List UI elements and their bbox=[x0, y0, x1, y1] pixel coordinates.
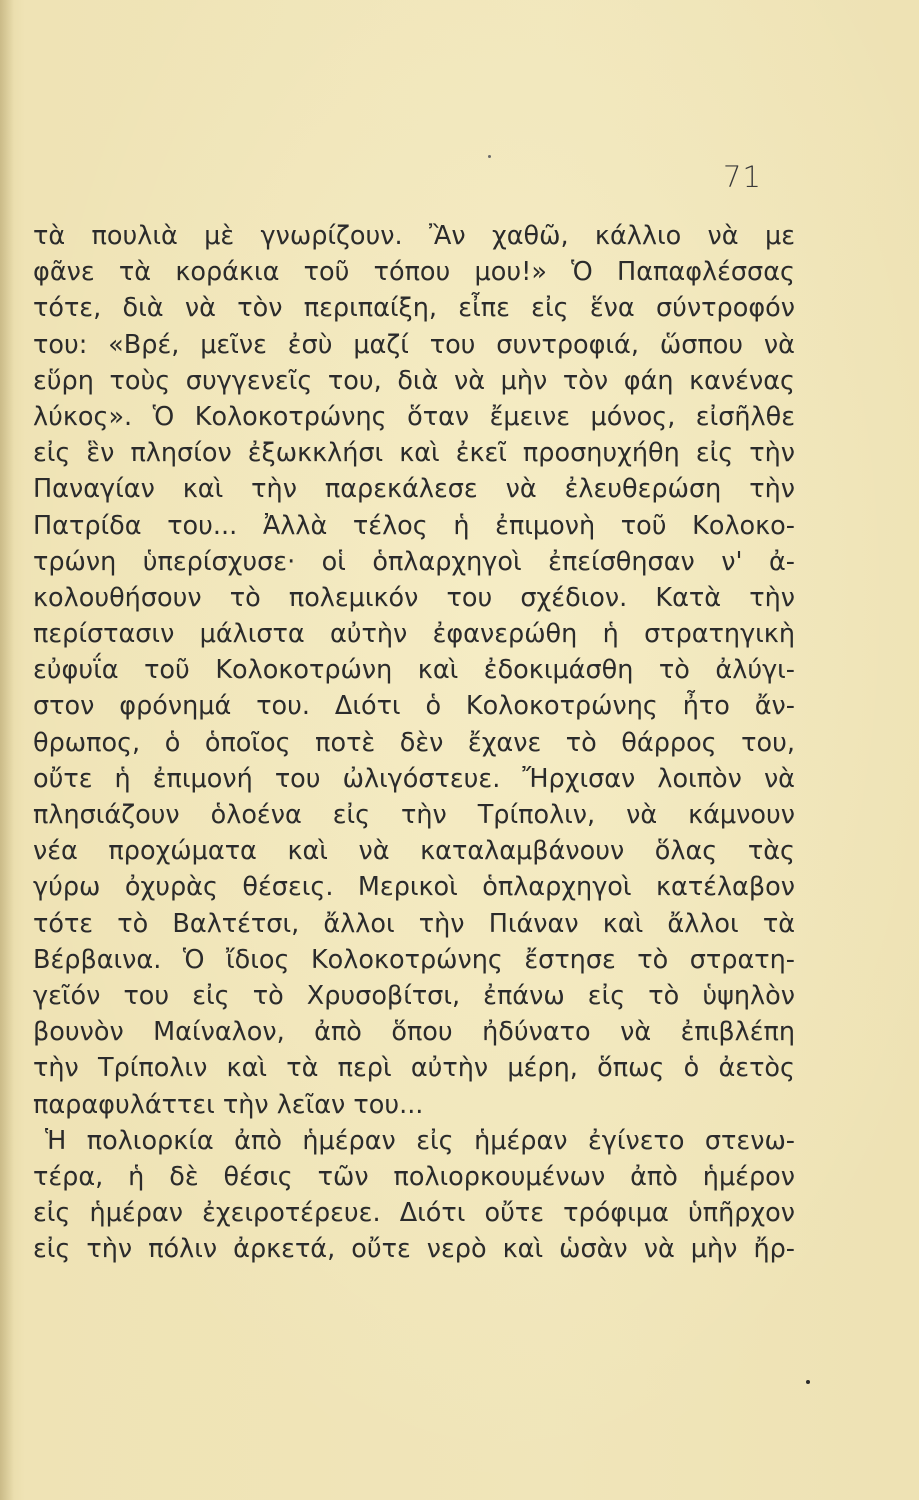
text-line: τὴν Τρίπολιν καὶ τὰ περὶ αὐτὴν μέρη, ὅπως ὁ ἀετὸς bbox=[33, 1053, 795, 1084]
text-line: Παναγίαν καὶ τὴν παρεκάλεσε νὰ ἐλευθερώση τὴν bbox=[33, 474, 795, 505]
text-line: Βέρβαινα. Ὁ ἴδιος Κολοκοτρώνης ἔστησε τὸ στρατη- bbox=[33, 944, 795, 975]
page-gutter-shadow bbox=[0, 0, 14, 1500]
text-line: εὐφυΐα τοῦ Κολοκοτρώνη καὶ ἐδοκιμάσθη τὸ ἀλύγι- bbox=[33, 655, 795, 686]
text-line: λύκος». Ὁ Κολοκοτρώνης ὅταν ἔμεινε μόνος, εἰσῆλθε bbox=[33, 401, 795, 432]
text-line: νέα προχώματα καὶ νὰ καταλαμβάνουν ὅλας τὰς bbox=[33, 836, 795, 867]
text-line: τὰ πουλιὰ μὲ γνωρίζουν. Ἂν χαθῶ, κάλλιο νὰ με bbox=[33, 221, 795, 251]
text-line: εἰς ἓν πλησίον ἐξωκκλήσι καὶ ἐκεῖ προσηυχήθη εἰς τὴν bbox=[33, 438, 795, 469]
text-line: του: «Βρέ, μεῖνε ἐσὺ μαζί του συντροφιά, ὥσπου νὰ bbox=[33, 329, 795, 360]
text-line: πλησιάζουν ὁλοένα εἰς τὴν Τρίπολιν, νὰ κάμνουν bbox=[33, 800, 795, 830]
text-line: βουνὸν Μαίναλον, ἀπὸ ὅπου ἠδύνατο νὰ ἐπιβλέπη bbox=[33, 1017, 795, 1048]
text-line: περίστασιν μάλιστα αὐτὴν ἐφανερώθη ἡ στρατηγικὴ bbox=[33, 619, 795, 650]
text-line: Ἡ πολιορκία ἀπὸ ἡμέραν εἰς ἡμέραν ἐγίνετο στενω- bbox=[45, 1125, 795, 1156]
text-line: τέρα, ἡ δὲ θέσις τῶν πολιορκουμένων ἀπὸ ἡμέρον bbox=[33, 1161, 795, 1192]
text-line: εἰς τὴν πόλιν ἀρκετά, οὔτε νερὸ καὶ ὡσὰν νὰ μὴν ἤρ- bbox=[33, 1234, 795, 1265]
text-line: στον φρόνημά του. Διότι ὁ Κολοκοτρώνης ἦτο ἄν- bbox=[33, 691, 795, 722]
ink-dot bbox=[488, 155, 491, 158]
text-line: παραφυλάττει τὴν λεῖαν του... bbox=[33, 1089, 424, 1120]
text-line: τότε, διὰ νὰ τὸν περιπαίξη, εἶπε εἰς ἕνα σύντροφόν bbox=[33, 293, 795, 324]
text-line: γεῖόν του εἰς τὸ Χρυσοβίτσι, ἐπάνω εἰς τὸ ὑψηλὸν bbox=[33, 980, 795, 1011]
text-line: τρώνη ὑπερίσχυσε· οἱ ὁπλαρχηγοὶ ἐπείσθησαν ν' ἀ- bbox=[33, 546, 795, 577]
text-line: εὕρη τοὺς συγγενεῖς του, διὰ νὰ μὴν τὸν φάη κανένας bbox=[33, 365, 795, 396]
text-line: τότε τὸ Βαλτέτσι, ἄλλοι τὴν Πιάναν καὶ ἄλλοι τὰ bbox=[33, 908, 795, 939]
ink-speck bbox=[806, 1380, 810, 1384]
text-line: φᾶνε τὰ κοράκια τοῦ τόπου μου!» Ὁ Παπαφλέσσας bbox=[33, 257, 795, 288]
text-line: γύρω ὀχυρὰς θέσεις. Μερικοὶ ὁπλαρχηγοὶ κατέλαβον bbox=[33, 872, 795, 903]
body-text bbox=[33, 218, 795, 1267]
text-line: οὔτε ἡ ἐπιμονή του ὠλιγόστευε. Ἤρχισαν λοιπὸν νὰ bbox=[33, 763, 795, 794]
text-line: εἰς ἡμέραν ἐχειροτέρευε. Διότι οὔτε τρόφιμα ὑπῆρχον bbox=[33, 1198, 795, 1229]
text-line: Πατρίδα του... Ἀλλὰ τέλος ἡ ἐπιμονὴ τοῦ Κολοκο- bbox=[33, 510, 795, 541]
text-line: κολουθήσουν τὸ πολεμικόν του σχέδιον. Κατὰ τὴν bbox=[33, 582, 795, 613]
text-line: θρωπος, ὁ ὁποῖος ποτὲ δὲν ἔχανε τὸ θάρρος του, bbox=[33, 727, 795, 758]
page-number: 71 bbox=[723, 160, 762, 194]
